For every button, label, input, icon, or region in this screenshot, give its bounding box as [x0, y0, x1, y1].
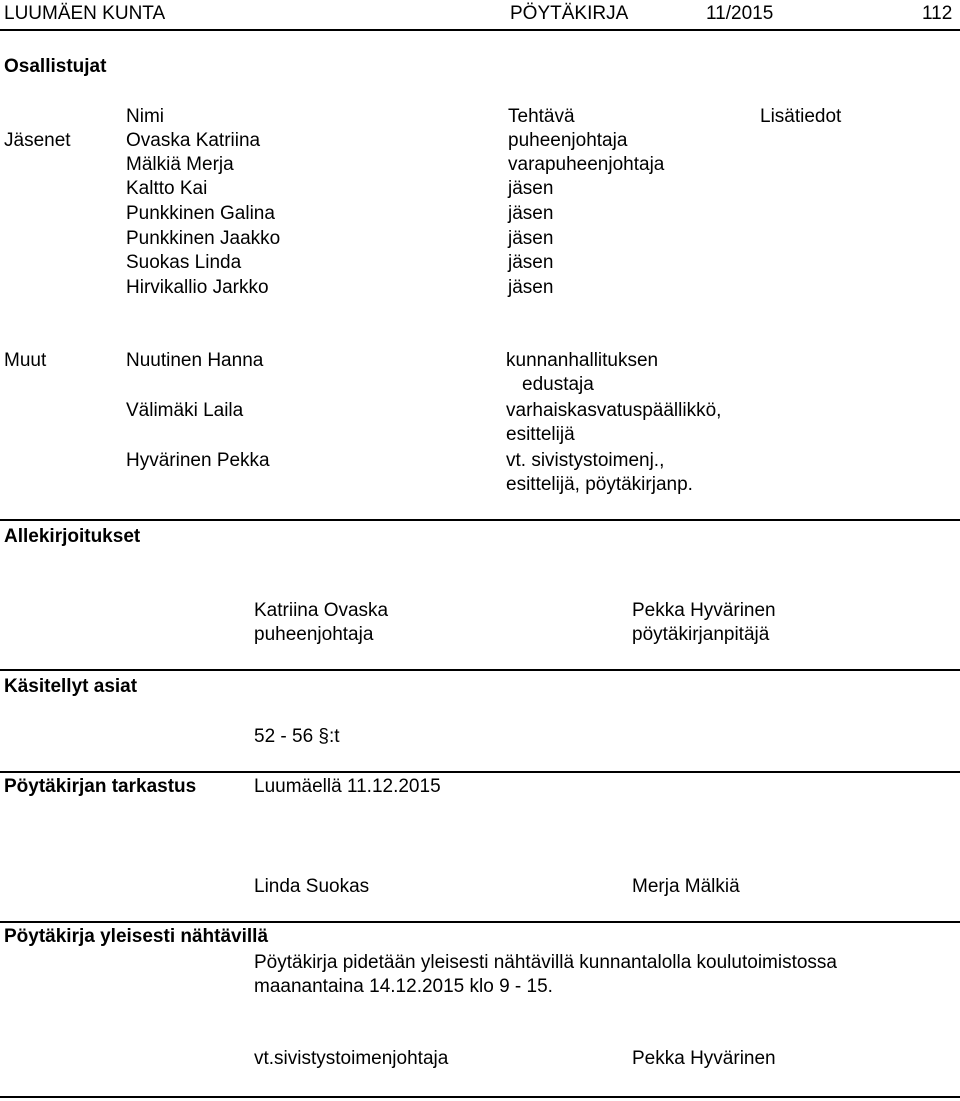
signatures-heading: Allekirjoitukset: [4, 526, 141, 547]
member-role: jäsen: [508, 228, 554, 249]
members-label: Jäsenet: [4, 130, 71, 151]
other-role-cont: edustaja: [522, 374, 594, 395]
public-text: Pöytäkirja pidetään yleisesti nähtävillä kunnantalolla koulutoimistossa: [254, 952, 837, 973]
other-role: kunnanhallituksen: [506, 350, 659, 371]
page-number: 112: [922, 3, 953, 24]
review-place-date: Luumäellä 11.12.2015: [254, 776, 441, 797]
other-role: vt. sivistystoimenj.,: [506, 450, 665, 471]
member-role: jäsen: [508, 252, 554, 273]
municipality-name: LUUMÄEN KUNTA: [4, 3, 166, 24]
member-name: Punkkinen Galina: [126, 203, 275, 224]
items-value: 52 - 56 §:t: [254, 726, 340, 747]
review-divider: [0, 771, 960, 773]
public-divider: [0, 921, 960, 923]
signer-name: Pekka Hyvärinen: [632, 600, 776, 621]
signer-title: pöytäkirjanpitäjä: [632, 624, 770, 645]
member-role: puheenjohtaja: [508, 130, 628, 151]
member-role: varapuheenjohtaja: [508, 154, 665, 175]
col-name-header: Nimi: [126, 106, 164, 127]
signatures-divider: [0, 519, 960, 521]
col-info-header: Lisätiedot: [760, 106, 842, 127]
other-role: varhaiskasvatuspäällikkö,: [506, 400, 722, 421]
signer-title: puheenjohtaja: [254, 624, 374, 645]
reviewer-name: Merja Mälkiä: [632, 876, 740, 897]
reviewer-name: Linda Suokas: [254, 876, 370, 897]
public-heading: Pöytäkirja yleisesti nähtävillä: [4, 926, 269, 947]
footer-divider: [0, 1096, 960, 1098]
member-name: Suokas Linda: [126, 252, 242, 273]
member-name: Mälkiä Merja: [126, 154, 234, 175]
member-name: Hirvikallio Jarkko: [126, 277, 269, 298]
other-role-cont: esittelijä, pöytäkirjanp.: [506, 474, 693, 495]
items-heading: Käsitellyt asiat: [4, 676, 138, 697]
col-role-header: Tehtävä: [508, 106, 575, 127]
member-role: jäsen: [508, 178, 554, 199]
public-signer-name: Pekka Hyvärinen: [632, 1048, 776, 1069]
document-number: 11/2015: [706, 3, 774, 24]
public-signer-title: vt.sivistystoimenjohtaja: [254, 1048, 449, 1069]
member-name: Punkkinen Jaakko: [126, 228, 281, 249]
review-heading: Pöytäkirjan tarkastus: [4, 776, 197, 797]
document-type: PÖYTÄKIRJA: [510, 3, 629, 24]
member-name: Ovaska Katriina: [126, 130, 261, 151]
others-label: Muut: [4, 350, 47, 371]
participants-heading: Osallistujat: [4, 56, 107, 77]
public-text-cont: maanantaina 14.12.2015 klo 9 - 15.: [254, 976, 553, 997]
other-name: Hyvärinen Pekka: [126, 450, 270, 471]
header-divider: [0, 29, 960, 31]
member-role: jäsen: [508, 203, 554, 224]
items-divider: [0, 669, 960, 671]
other-role-cont: esittelijä: [506, 424, 575, 445]
member-name: Kaltto Kai: [126, 178, 208, 199]
member-role: jäsen: [508, 277, 554, 298]
other-name: Välimäki Laila: [126, 400, 244, 421]
other-name: Nuutinen Hanna: [126, 350, 264, 371]
signer-name: Katriina Ovaska: [254, 600, 389, 621]
